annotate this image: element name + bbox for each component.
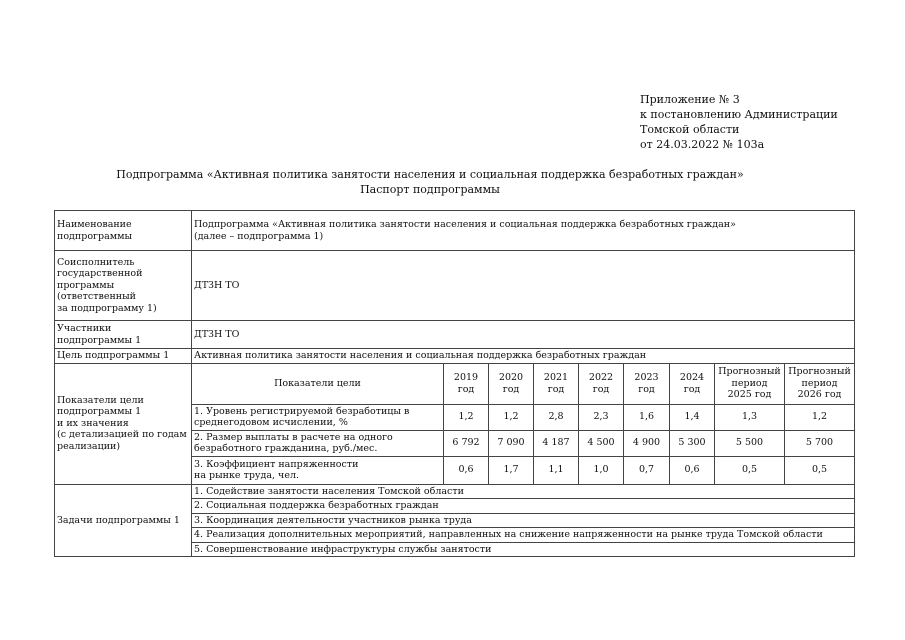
- year-header: 2024 год: [670, 363, 715, 404]
- indicator-value: 2,8: [534, 404, 579, 430]
- row-value: Активная политика занятости населения и социальная поддержка безработных граждан: [192, 349, 855, 364]
- indicator-name: 2. Размер выплаты в расчете на одного безработного гражданина, руб./мес.: [192, 430, 444, 456]
- indicator-value: 2,3: [579, 404, 624, 430]
- year-header: 2023 год: [624, 363, 670, 404]
- passport-table: [54, 210, 855, 557]
- row-label: [55, 251, 192, 321]
- indicator-value: 1,0: [579, 456, 624, 484]
- appendix-block: [640, 92, 838, 152]
- indicator-value: 5 500: [715, 430, 785, 456]
- table-row: [55, 321, 855, 349]
- indicator-value: 4 500: [579, 430, 624, 456]
- indicator-value: 1,7: [489, 456, 534, 484]
- indicator-value: 0,5: [715, 456, 785, 484]
- indicator-value: 1,1: [534, 456, 579, 484]
- appendix-line: Приложение № 3: [640, 93, 740, 106]
- value-text: (далее – подпрограмма 1): [194, 230, 324, 242]
- label-text: за подпрограмму 1): [57, 302, 157, 314]
- document-subtitle: Паспорт подпрограммы: [360, 183, 500, 196]
- label-text: (с детализацией по годам: [57, 429, 187, 441]
- indicator-name: 3. Коэффициент напряженности на рынке труда, чел.: [192, 456, 444, 484]
- indicator-value: 4 187: [534, 430, 579, 456]
- label-text: Соисполнитель: [57, 256, 135, 268]
- value-text: Подпрограмма «Активная политика занятости населения и социальная поддержка безработных граждан»: [194, 219, 736, 230]
- task-row: [55, 484, 855, 499]
- row-value: ДТЗН ТО: [192, 251, 855, 321]
- indicator-value: 0,6: [444, 456, 489, 484]
- row-label: [55, 363, 192, 484]
- table-row: [55, 251, 855, 321]
- task-item: 5. Совершенствование инфраструктуры службы занятости: [192, 542, 855, 557]
- table-row: [55, 211, 855, 251]
- indicator-value: 7 090: [489, 430, 534, 456]
- indicator-value: 0,7: [624, 456, 670, 484]
- indicator-value: 5 700: [785, 430, 855, 456]
- row-value: ДТЗН ТО: [192, 321, 855, 349]
- year-header: 2020 год: [489, 363, 534, 404]
- indicator-value: 1,2: [785, 404, 855, 430]
- indicator-value: 0,6: [670, 456, 715, 484]
- label-text: Участники: [57, 323, 112, 334]
- task-item: 4. Реализация дополнительных мероприятий, направленных на снижение напряженности на рынке труда Томской области: [192, 528, 855, 543]
- indicator-value: 1,2: [444, 404, 489, 430]
- indicator-name: 1. Уровень регистрируемой безработицы в среднегодовом исчислении, %: [192, 404, 444, 430]
- indicator-value: 6 792: [444, 430, 489, 456]
- label-text: Наименование подпрограммы: [57, 219, 133, 242]
- appendix-line: Томской области: [640, 123, 740, 136]
- row-label: Цель подпрограммы 1: [55, 349, 192, 364]
- label-text: Показатели цели: [57, 394, 144, 406]
- indicator-value: 1,6: [624, 404, 670, 430]
- task-item: 1. Содействие занятости населения Томской области: [192, 484, 855, 499]
- label-text: реализации): [57, 440, 121, 452]
- indicator-value: 4 900: [624, 430, 670, 456]
- year-header: 2021 год: [534, 363, 579, 404]
- indicators-header: Показатели цели: [192, 363, 444, 404]
- label-text: программы: [57, 279, 115, 291]
- indicator-value: 1,4: [670, 404, 715, 430]
- row-label: Задачи подпрограммы 1: [55, 484, 192, 557]
- year-header: 2019 год: [444, 363, 489, 404]
- row-value: [192, 211, 855, 251]
- label-text: государственной: [57, 268, 143, 280]
- table-row: [55, 363, 855, 404]
- table-row: [55, 349, 855, 364]
- label-text: (ответственный: [57, 291, 137, 303]
- row-label: [55, 211, 192, 251]
- indicator-value: 1,2: [489, 404, 534, 430]
- row-label: [55, 321, 192, 349]
- label-text: и их значения: [57, 417, 129, 429]
- task-item: 3. Координация деятельности участников рынка труда: [192, 513, 855, 528]
- indicator-value: 1,3: [715, 404, 785, 430]
- indicator-value: 0,5: [785, 456, 855, 484]
- forecast-year-header: Прогнозный период 2026 год: [785, 363, 855, 404]
- year-header: 2022 год: [579, 363, 624, 404]
- label-text: подпрограммы 1: [57, 406, 142, 418]
- title-block: [0, 167, 860, 197]
- indicator-value: 5 300: [670, 430, 715, 456]
- forecast-year-header: Прогнозный период 2025 год: [715, 363, 785, 404]
- label-text: подпрограммы 1: [57, 334, 142, 346]
- task-item: 2. Социальная поддержка безработных граждан: [192, 499, 855, 514]
- appendix-line: к постановлению Администрации: [640, 108, 838, 121]
- document-title: Подпрограмма «Активная политика занятости населения и социальная поддержка безработных граждан»: [116, 168, 744, 181]
- appendix-line: от 24.03.2022 № 103а: [640, 138, 765, 151]
